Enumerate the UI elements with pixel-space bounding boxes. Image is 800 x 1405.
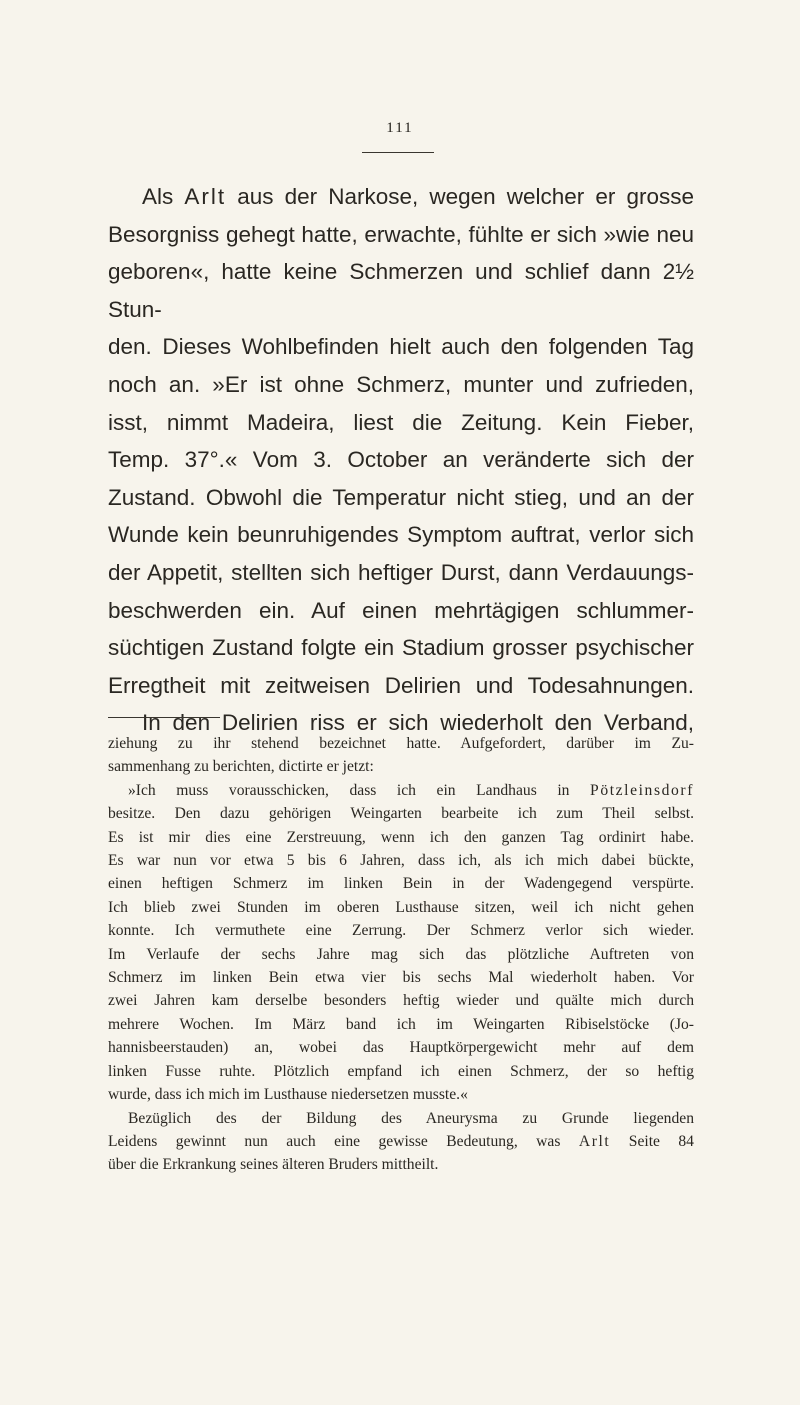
footnote-line: Bezüglich des der Bildung des Aneurysma zu Grunde liegenden (128, 1109, 694, 1127)
place-name: Pötzleinsdorf (590, 781, 695, 799)
footnote-line: Im Verlaufe der sechs Jahre mag sich das plötzliche Auftreten von (108, 945, 694, 963)
main-line: Besorgniss gehegt hatte, erwachte, fühlte er sich »wie neu (108, 221, 694, 247)
page-number-rule (362, 152, 434, 153)
footnote-line: wurde, dass ich mich im Lusthause niedersetzen musste.« (108, 1086, 468, 1104)
main-line: geboren«, hatte keine Schmerzen und schlief dann 2½ Stun- (108, 259, 694, 322)
footnote-line: sammenhang zu berichten, dictirte er jetzt: (108, 758, 374, 776)
main-line: Als Arlt aus der Narkose, wegen welcher er grosse (142, 184, 694, 209)
main-line: süchtigen Zustand folgte ein Stadium grosser psychischer (108, 635, 694, 661)
main-text (108, 178, 694, 742)
main-line: isst, nimmt Madeira, liest die Zeitung. Kein Fieber, (108, 409, 694, 435)
main-line: In den Delirien riss er sich wiederholt den Verband, (142, 710, 694, 736)
footnote-line: hannisbeerstauden) an, wobei das Hauptkörpergewicht mehr auf dem (108, 1039, 694, 1057)
footnote-line: linken Fusse ruhte. Plötzlich empfand ich einen Schmerz, der so heftig (108, 1062, 694, 1080)
footnote-line: einen heftigen Schmerz im linken Bein in der Wadengegend verspürte. (108, 875, 694, 893)
footnote-line: zwei Jahren kam derselbe besonders heftig wieder und quälte mich durch (108, 992, 694, 1010)
footnote-line: »Ich muss vorausschicken, dass ich ein Landhaus in Pötzleinsdorf (128, 781, 695, 799)
main-line: den. Dieses Wohlbefinden hielt auch den folgenden Tag (108, 334, 694, 360)
main-line: noch an. »Er ist ohne Schmerz, munter und zufrieden, (108, 371, 694, 397)
main-line: Wunde kein beunruhigendes Symptom auftrat, verlor sich (108, 522, 694, 548)
footnote-line: Ich blieb zwei Stunden im oberen Lusthause sitzen, weil ich nicht gehen (108, 898, 694, 916)
footnote-line: konnte. Ich vermuthete eine Zerrung. Der Schmerz verlor sich wieder. (108, 922, 694, 940)
footnote-line: Es ist mir dies eine Zerstreuung, wenn ich den ganzen Tag ordinirt habe. (108, 828, 694, 846)
main-line: Zustand. Obwohl die Temperatur nicht stieg, und an der (108, 484, 694, 510)
footnote-line: Leidens gewinnt nun auch eine gewisse Bedeutung, was Arlt Seite 84 (108, 1132, 694, 1150)
main-line: der Appetit, stellten sich heftiger Durst, dann Verdauungs- (108, 559, 694, 585)
author-name: Arlt (184, 184, 227, 209)
author-name: Arlt (578, 1132, 611, 1150)
page-number: 111 (386, 120, 414, 136)
main-line: beschwerden ein. Auf einen mehrtägigen schlummer- (108, 597, 694, 623)
main-line: Erregtheit mit zeitweisen Delirien und Todesahnungen. (108, 672, 694, 698)
footnote-line: mehrere Wochen. Im März band ich im Weingarten Ribiselstöcke (Jo- (108, 1015, 694, 1033)
footnote (108, 732, 694, 1177)
footnote-line: über die Erkrankung seines älteren Bruders mittheilt. (108, 1156, 439, 1174)
footnote-line: ziehung zu ihr stehend bezeichnet hatte. Aufgefordert, darüber im Zu- (108, 735, 694, 752)
main-line: Temp. 37°.« Vom 3. October an veränderte sich der (108, 447, 694, 473)
footnote-line: Es war nun vor etwa 5 bis 6 Jahren, dass ich, als ich mich dabei bückte, (108, 852, 694, 870)
footnote-line: Schmerz im linken Bein etwa vier bis sechs Mal wiederholt haben. Vor (108, 969, 694, 987)
footnote-rule (108, 717, 220, 718)
footnote-line: besitze. Den dazu gehörigen Weingarten bearbeite ich zum Theil selbst. (108, 805, 694, 823)
